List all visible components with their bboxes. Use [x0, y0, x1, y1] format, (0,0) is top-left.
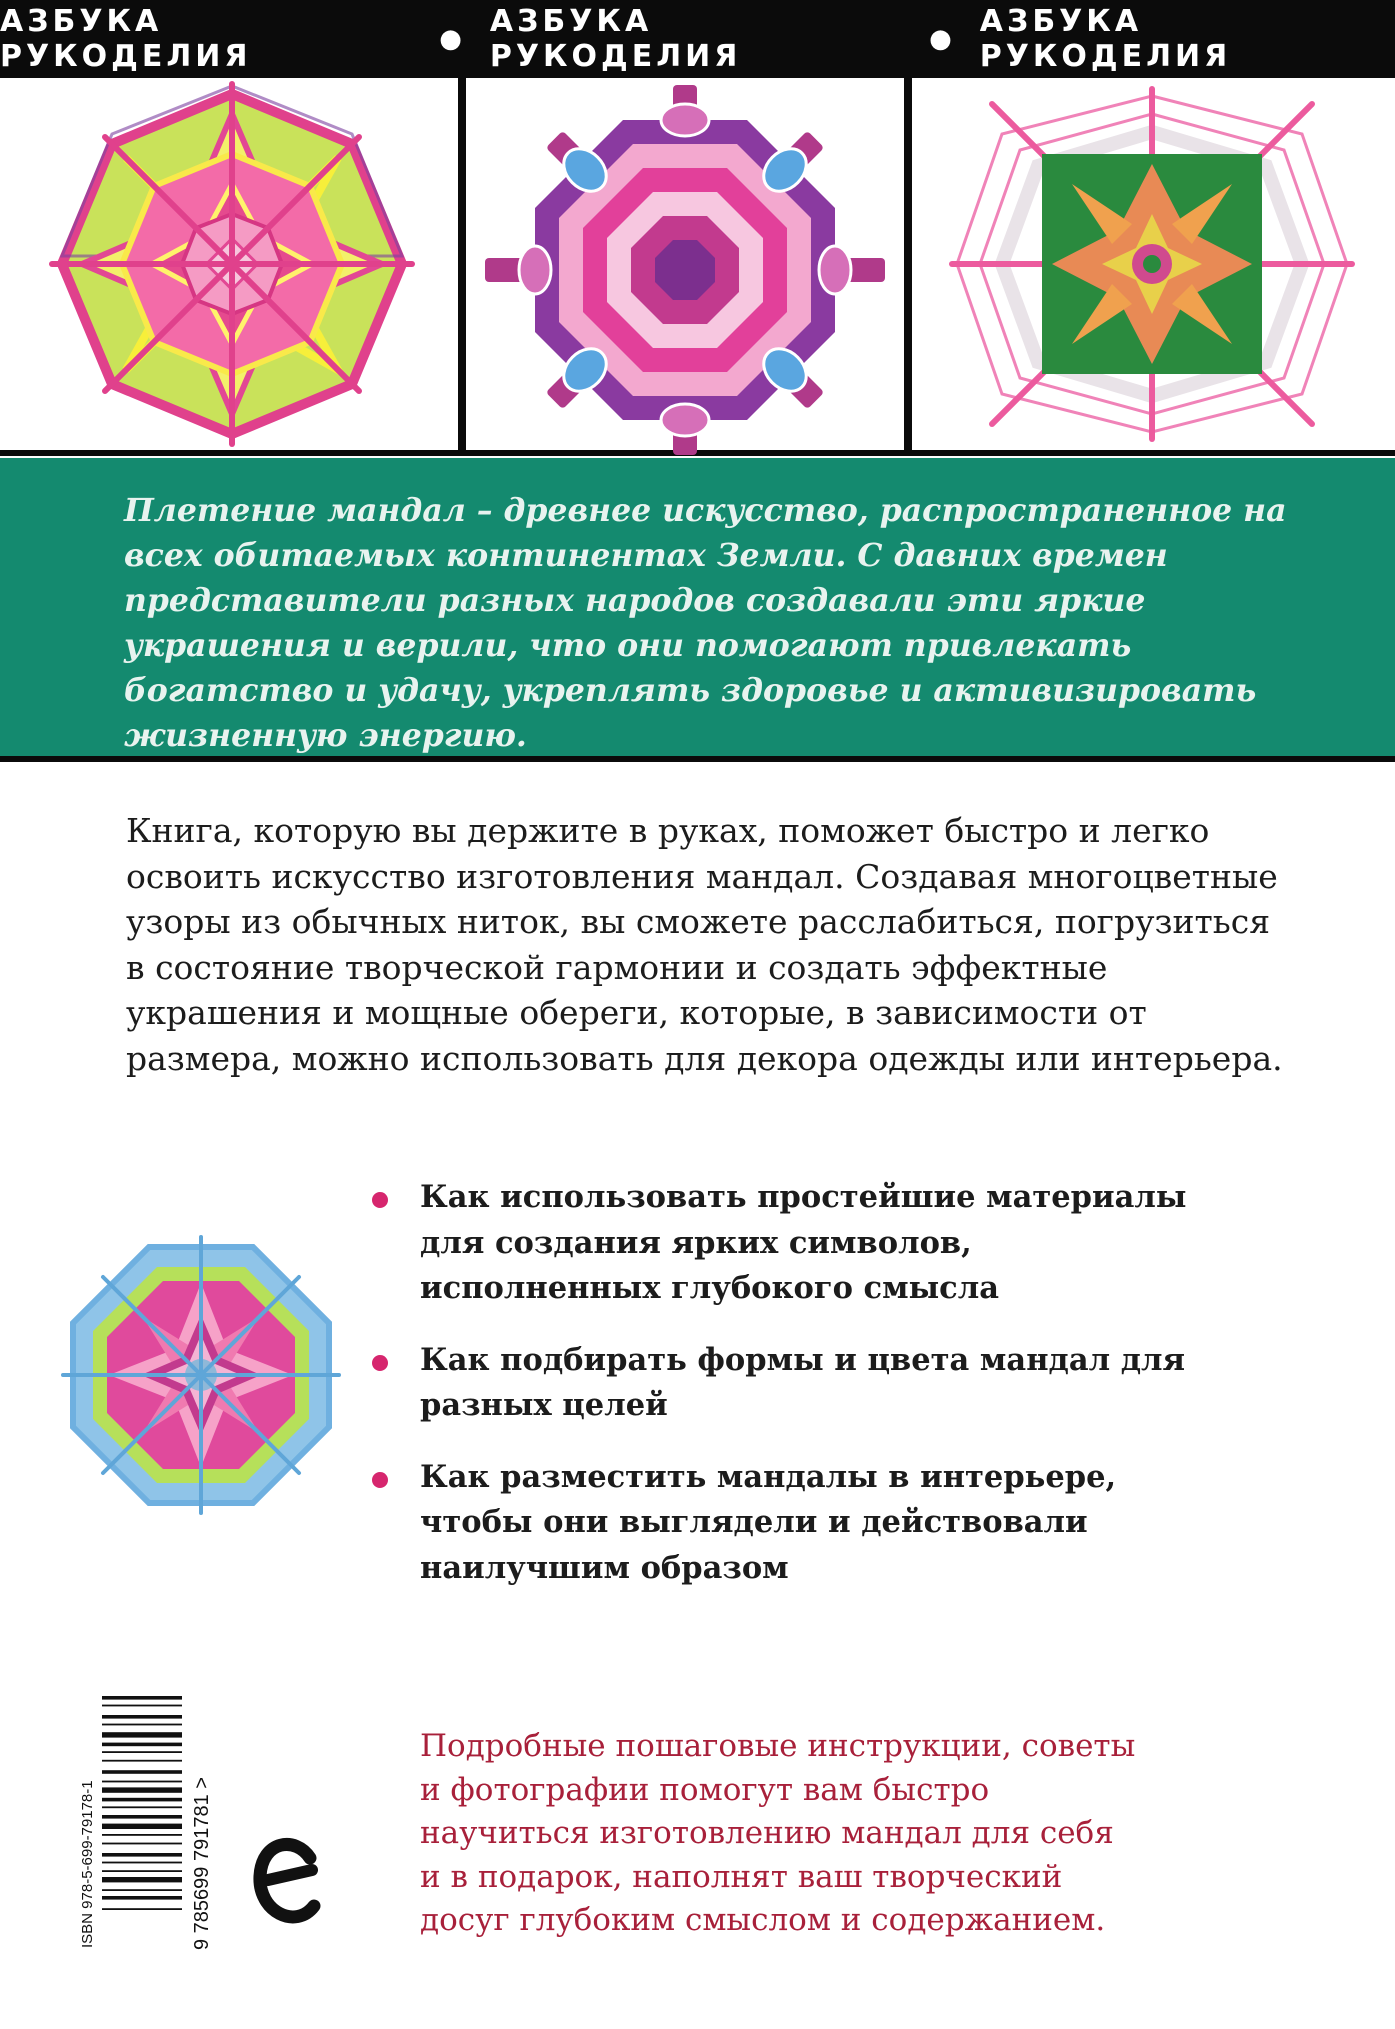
- barcode-bar: [102, 1696, 182, 1700]
- barcode-bar: [102, 1806, 182, 1808]
- barcode-bar: [102, 1705, 182, 1707]
- mandala-photo-pink-yellow-icon: [0, 78, 458, 450]
- barcode-bar: [102, 1824, 182, 1829]
- barcode-bar: [102, 1787, 182, 1792]
- series-title-3: АЗБУКА РУКОДЕЛИЯ: [979, 4, 1232, 74]
- promo-text: Подробные пошаговые инструкции, советы и фотографии помогут вам быстро научиться изготовлению мандал для себя и в подарок, наполнят ваш творческий досуг глубоким смыслом и содержанием.: [420, 1728, 1136, 1938]
- separator-icon: ●: [929, 24, 956, 54]
- bullet-dot-icon: [372, 1192, 388, 1208]
- mandala-photo-2: [466, 78, 904, 450]
- description-text: Книга, которую вы держите в руках, поможет быстро и легко освоить искусство изготовления мандал. Создавая многоцветные узоры из обычных ниток, вы сможете расслабиться, погрузиться в состояние творческой гармонии и создать эффектные украшения и мощные обереги, которые, в зависимости от размера, можно использовать для декора одежды или интерьера.: [126, 811, 1283, 1078]
- barcode-bar: [102, 1743, 182, 1747]
- barcode-bar: [102, 1853, 182, 1857]
- list-item: [372, 1338, 1192, 1429]
- mandala-photo-3: [912, 78, 1395, 450]
- barcode-bar: [102, 1798, 182, 1802]
- mandala-photo-1: [0, 78, 458, 450]
- barcode-bars: [102, 1696, 182, 1910]
- series-header: [0, 0, 1395, 78]
- intro-text: Плетение мандал – древнее искусство, распространенное на всех обитаемых континентах Земли. С давних времен представители разных народов создавали эти яркие украшения и верили, что они помогают привлекать богатство и удачу, укреплять здоровье и активизировать жизненную энергию.: [124, 492, 1287, 754]
- barcode-digits: 9 785699 791781 >: [191, 1777, 213, 1950]
- barcode-bar: [102, 1815, 182, 1819]
- separator-icon: ●: [439, 24, 466, 54]
- series-title-1: АЗБУКА РУКОДЕЛИЯ: [0, 4, 252, 74]
- list-item: [372, 1175, 1192, 1312]
- mandala-blue-pink-icon: [56, 1230, 346, 1520]
- barcode: [79, 1690, 213, 1954]
- publisher-logo-icon: [252, 1830, 322, 1940]
- series-title-2: АЗБУКА РУКОДЕЛИЯ: [489, 4, 742, 74]
- barcode-bar: [102, 1834, 182, 1836]
- list-item-text: Как разместить мандалы в интерьере, чтобы они выглядели и действовали наилучшим образом: [420, 1458, 1117, 1586]
- list-item: [372, 1455, 1192, 1592]
- barcode-bar: [102, 1751, 182, 1753]
- barcode-bar: [102, 1724, 182, 1726]
- barcode-bar: [102, 1715, 182, 1719]
- mandala-photo-green-orange-icon: [912, 78, 1395, 450]
- feature-list: [372, 1175, 1192, 1617]
- barcode-bar: [102, 1877, 182, 1882]
- barcode-icon: [79, 1690, 213, 1950]
- isbn-text: ISBN 978-5-699-79178-1: [79, 1780, 96, 1948]
- small-mandala-image: [56, 1230, 346, 1524]
- barcode-bar: [102, 1760, 182, 1762]
- barcode-bar: [102, 1770, 182, 1774]
- barcode-bar: [102, 1862, 182, 1864]
- barcode-bar: [102, 1889, 182, 1891]
- mandala-photo-purple-tassels-icon: [466, 78, 904, 450]
- barcode-bar: [102, 1781, 182, 1783]
- barcode-bar: [102, 1896, 182, 1900]
- bullet-dot-icon: [372, 1355, 388, 1371]
- list-item-text: Как подбирать формы и цвета мандал для разных целей: [420, 1341, 1186, 1423]
- list-item-text: Как использовать простейшие материалы для создания ярких символов, исполненных глубокого смысла: [420, 1179, 1187, 1306]
- barcode-bar: [102, 1870, 182, 1872]
- barcode-bar: [102, 1843, 182, 1845]
- barcode-bar: [102, 1732, 182, 1737]
- intro-banner: [0, 458, 1395, 762]
- photo-strip: [0, 78, 1395, 456]
- barcode-bar: [102, 1908, 182, 1910]
- bullet-dot-icon: [372, 1472, 388, 1488]
- publisher-logo: [252, 1830, 322, 1944]
